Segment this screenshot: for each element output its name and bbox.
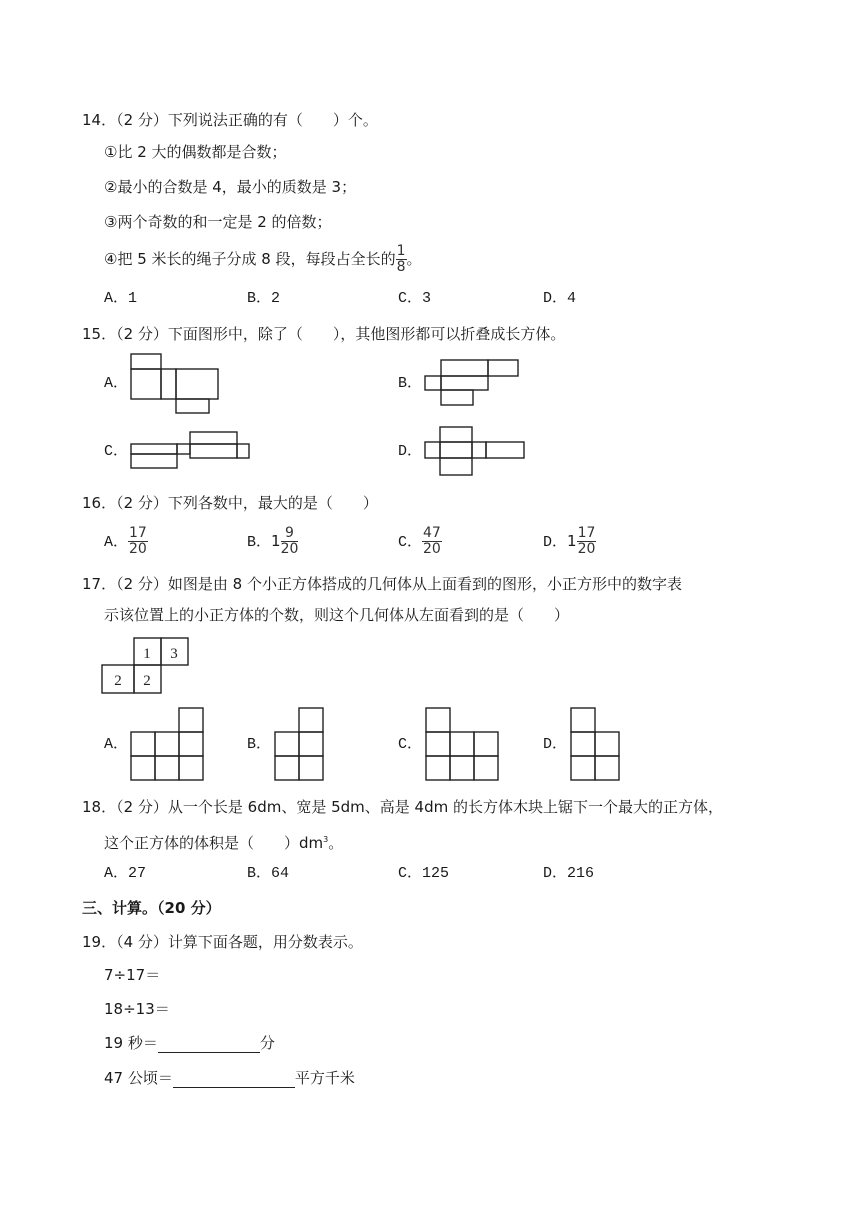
q18-stem-text: 这个正方体的体积是（ ）dm <box>104 834 324 852</box>
q16-whole: 1 <box>271 532 281 550</box>
q16-stem: 16．（2 分）下列各数中，最大的是（ ） <box>82 494 378 512</box>
q17-option-c-view <box>421 705 506 781</box>
q14-option-a: A．1 <box>104 290 138 307</box>
q19-stem: 19．（4 分）计算下面各题，用分数表示。 <box>82 933 363 951</box>
q17-option-d-view <box>566 705 626 781</box>
q16-option-a[interactable] <box>104 524 148 560</box>
q15-label-d: D． <box>398 443 423 460</box>
q17-stem-line2: 示该位置上的小正方体的个数，则这个几何体从左面看到的是（ ） <box>104 606 570 624</box>
q17-option-b-view <box>270 705 330 781</box>
q18-stem-line1: 18．（2 分）从一个长是 6dm、宽是 5dm、高是 4dm 的长方体木块上锯下一个最大的正方体， <box>82 798 724 816</box>
q16-option-b[interactable] <box>247 524 298 560</box>
q14-statement-4 <box>104 244 422 275</box>
q17-label-b: B． <box>247 736 272 753</box>
q15-net-b <box>420 356 525 408</box>
q16-label-c: C． <box>398 534 423 551</box>
q19-line3-prefix: 19 秒＝ <box>104 1034 158 1052</box>
grid-number: 3 <box>170 646 178 662</box>
q15-net-c <box>125 428 255 472</box>
q15-stem: 15．（2 分）下面图形中，除了（ ），其他图形都可以折叠成长方体。 <box>82 325 566 343</box>
q17-stem-line1: 17．（2 分）如图是由 8 个小正方体搭成的几何体从上面看到的图形，小正方形中的数字表 <box>82 575 682 593</box>
section-heading: 三、计算。（20 分） <box>82 899 221 917</box>
answer-blank[interactable] <box>158 1036 260 1053</box>
q19-line4-unit: 平方千米 <box>294 1069 355 1087</box>
q19-line-1: 7÷17＝ <box>104 966 161 984</box>
q14-option-b: B．2 <box>247 290 281 307</box>
q17-option-a-view <box>126 705 211 781</box>
q17-label-c: C． <box>398 736 423 753</box>
q14-s4-end: 。 <box>406 250 422 268</box>
q17-top-view-grid <box>98 636 193 696</box>
q18-stem-line2 <box>104 830 343 853</box>
q15-label-b: B． <box>398 375 423 392</box>
q19-line-3 <box>104 1033 275 1053</box>
q14-statement-3: ③两个奇数的和一定是 2 的倍数； <box>104 213 332 231</box>
q18-option-b: B．64 <box>247 865 290 882</box>
q18-option-c: C．125 <box>398 865 450 882</box>
q14-option-d: D．4 <box>543 290 577 307</box>
answer-blank[interactable] <box>173 1071 295 1088</box>
q14-statement-1: ①比 2 大的偶数都是合数； <box>104 143 287 161</box>
q17-label-d: D． <box>543 736 568 753</box>
q16-option-d[interactable] <box>543 524 596 560</box>
q14-stem: 14．（2 分）下列说法正确的有（ ）个。 <box>82 111 378 129</box>
grid-number: 1 <box>143 646 151 662</box>
q14-s4-text: ④把 5 米长的绳子分成 8 段，每段占全长的 <box>104 250 396 268</box>
fraction: $\frac{17}{20}$ <box>577 525 596 557</box>
q19-line-2: 18÷13＝ <box>104 1000 170 1018</box>
fraction: $\frac{1}{8}$ <box>396 243 406 275</box>
grid-number: 2 <box>114 673 122 689</box>
q17-label-a: A． <box>104 736 129 753</box>
q16-label-b: B． <box>247 534 272 551</box>
q18-stem-end: 。 <box>328 834 344 852</box>
fraction: $\frac{9}{20}$ <box>280 525 299 557</box>
q14-statement-2: ②最小的合数是 4，最小的质数是 3； <box>104 178 357 196</box>
grid-number: 2 <box>143 673 151 689</box>
q15-net-a <box>125 350 225 416</box>
q19-line3-unit: 分 <box>259 1034 275 1052</box>
q19-line4-prefix: 47 公顷＝ <box>104 1069 173 1087</box>
q19-line-4 <box>104 1068 355 1088</box>
fraction: $\frac{17}{20}$ <box>129 525 147 557</box>
q16-label-a: A． <box>104 534 129 551</box>
q16-label-d: D． <box>543 534 568 551</box>
q15-label-c: C． <box>104 443 129 460</box>
q16-option-c[interactable] <box>398 524 442 560</box>
fraction: $\frac{47}{20}$ <box>423 525 441 557</box>
q15-net-d <box>420 424 530 478</box>
q14-option-c: C．3 <box>398 290 432 307</box>
q15-label-a: A． <box>104 375 129 392</box>
q16-whole: 1 <box>567 532 577 550</box>
q18-superscript: 3 <box>323 835 329 844</box>
q18-option-a: A．27 <box>104 865 147 882</box>
q18-option-d: D．216 <box>543 865 595 882</box>
